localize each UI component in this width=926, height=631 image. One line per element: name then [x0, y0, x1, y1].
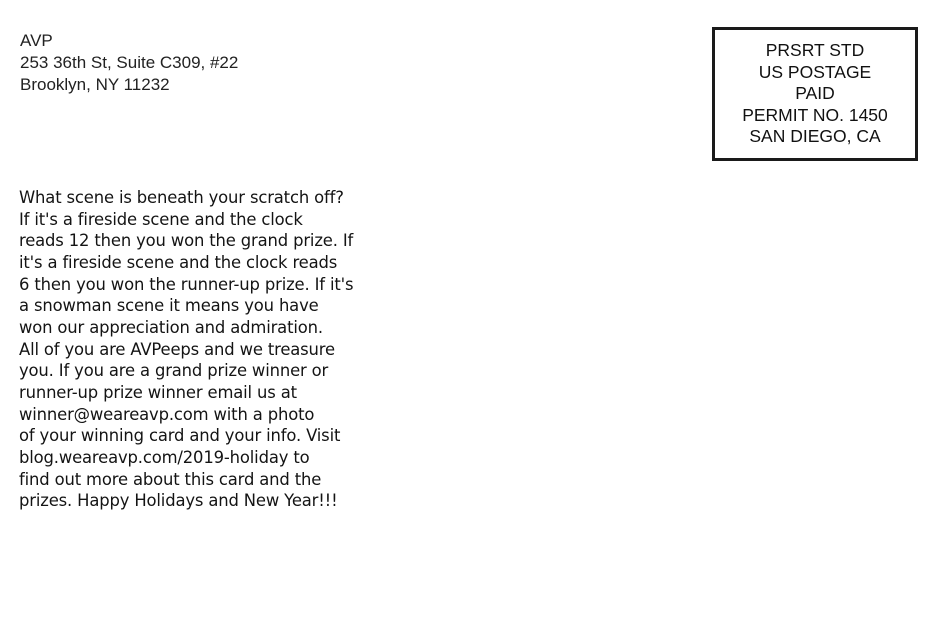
message-line: If it's a fireside scene and the clock: [19, 209, 303, 229]
message-line: you. If you are a grand prize winner or: [19, 361, 329, 381]
message-line: blog.weareavp.com/2019-holiday to: [19, 447, 310, 467]
message-line: reads 12 then you won the grand prize. If: [19, 231, 354, 251]
indicia-us-postage: US POSTAGE: [758, 61, 872, 82]
sender-city-state-zip: Brooklyn, NY 11232: [20, 75, 170, 94]
message-line: What scene is beneath your scratch off?: [19, 188, 344, 207]
indicia-city: SAN DIEGO, CA: [749, 126, 881, 147]
message-line: it's a fireside scene and the clock reads: [19, 252, 338, 272]
message-line: find out more about this card and the: [19, 469, 322, 489]
indicia-paid: PAID: [795, 83, 835, 104]
message-line: 6 then you won the runner-up prize. If it's: [19, 274, 354, 294]
sender-street: 253 36th St, Suite C309, #22: [20, 53, 239, 72]
postage-indicia-box: [712, 27, 918, 161]
message-line: won our appreciation and admiration.: [19, 317, 323, 337]
message-body: [19, 187, 379, 512]
message-line: All of you are AVPeeps and we treasure: [19, 339, 335, 359]
message-line: runner-up prize winner email us at: [19, 382, 297, 402]
return-address: [20, 30, 238, 96]
message-line: prizes. Happy Holidays and New Year!!!: [19, 491, 338, 511]
sender-name: AVP: [20, 31, 53, 50]
indicia-presort: PRSRT STD: [765, 40, 865, 61]
message-line: winner@weareavp.com with a photo: [19, 404, 315, 424]
indicia-permit-number: PERMIT NO. 1450: [742, 104, 888, 125]
message-line: of your winning card and your info. Visit: [19, 426, 341, 446]
message-line: a snowman scene it means you have: [19, 296, 319, 316]
